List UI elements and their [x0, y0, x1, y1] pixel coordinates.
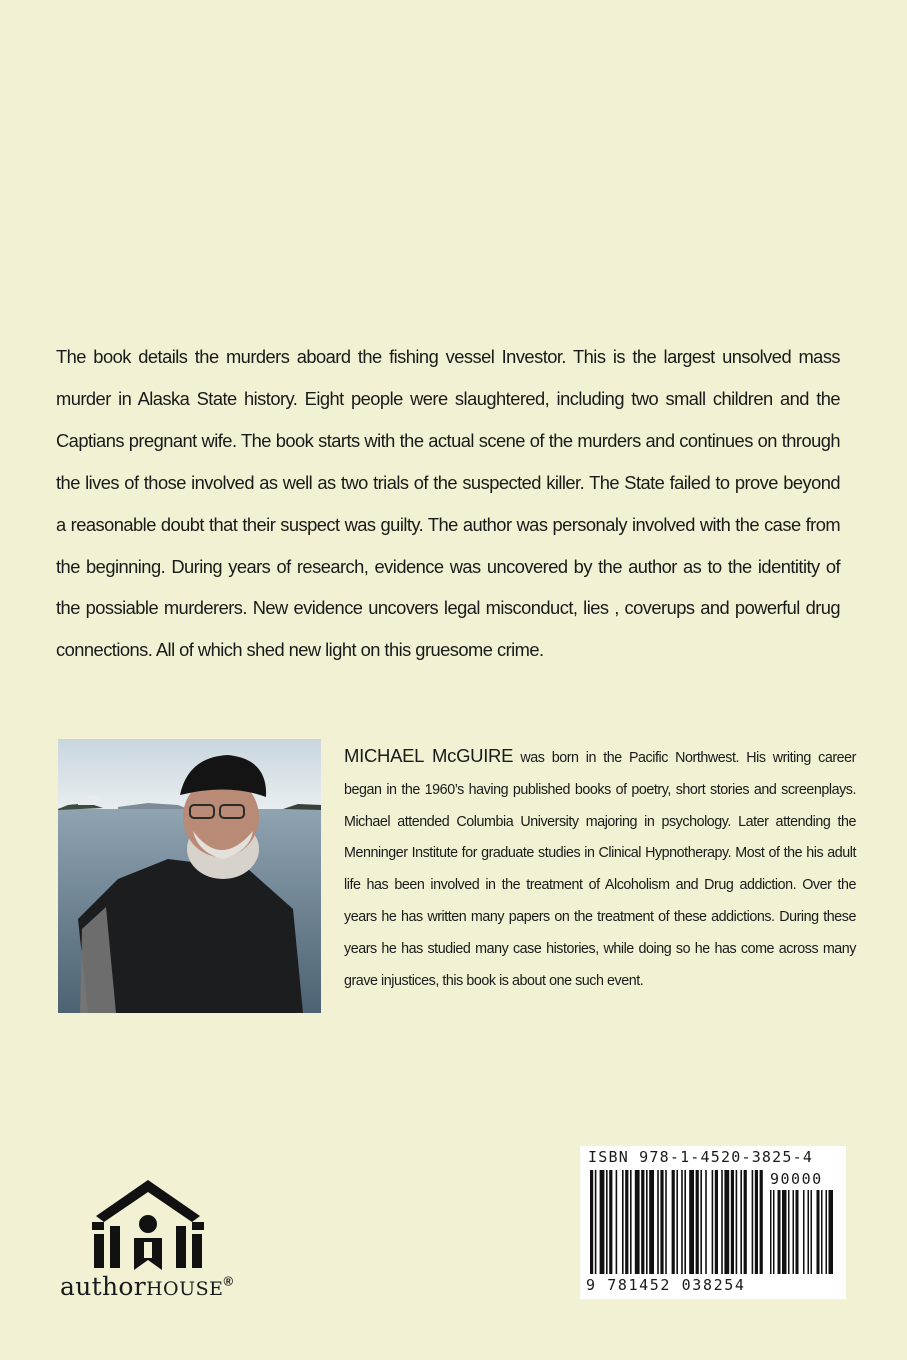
registered-mark: ®: [223, 1273, 234, 1289]
author-bio-text: was born in the Pacific Northwest. His writing career began in the 1960’s having published books of poetry, short stories and screenplays. Michael attended Columbia University majoring in psychology. Later attending the Menninger Institute for graduate studies in Clinical Hypnotherapy. Most of the his adult life has been involved in the treatment of Alcoholism and Drug addiction. Over the years he has written many papers on the treatment of these addictions. During these years he has studied many case histories, while doing so he has come across many grave injustices, this book is about one such event.: [344, 750, 856, 989]
author-photo: [58, 739, 321, 1013]
book-description: The book details the murders aboard the fishing vessel Investor. This is the largest unsolved mass murder in Alaska State history. Eight people were slaughtered, including two small children and the Captians pregnant wife. The book starts with the actual scene of the murders and continues on through the lives of those involved as well as two trials of the suspected killer. The State failed to prove beyond a reasonable doubt that their suspect was guilty. The author was personaly involved with the case from the beginning. During years of research, evidence was uncovered by the author as to the identitity of the possiable murderers. New evidence uncovers legal misconduct, lies , coverups and powerful drug connections. All of which shed new light on this gruesome crime.: [56, 346, 841, 661]
author-bio: [344, 740, 856, 997]
author-name: MICHAEL McGUIRE: [344, 745, 514, 766]
ean-digits: 9 781452 038254: [586, 1276, 746, 1294]
authorhouse-logo-wordmark: [60, 1272, 233, 1301]
logo-word-prefix: author: [60, 1272, 146, 1301]
price-code: 90000: [770, 1170, 823, 1188]
isbn-label: ISBN 978-1-4520-3825-4: [588, 1148, 814, 1166]
logo-word-suffix: HOUSE: [145, 1278, 224, 1300]
isbn-barcode: [580, 1146, 846, 1299]
